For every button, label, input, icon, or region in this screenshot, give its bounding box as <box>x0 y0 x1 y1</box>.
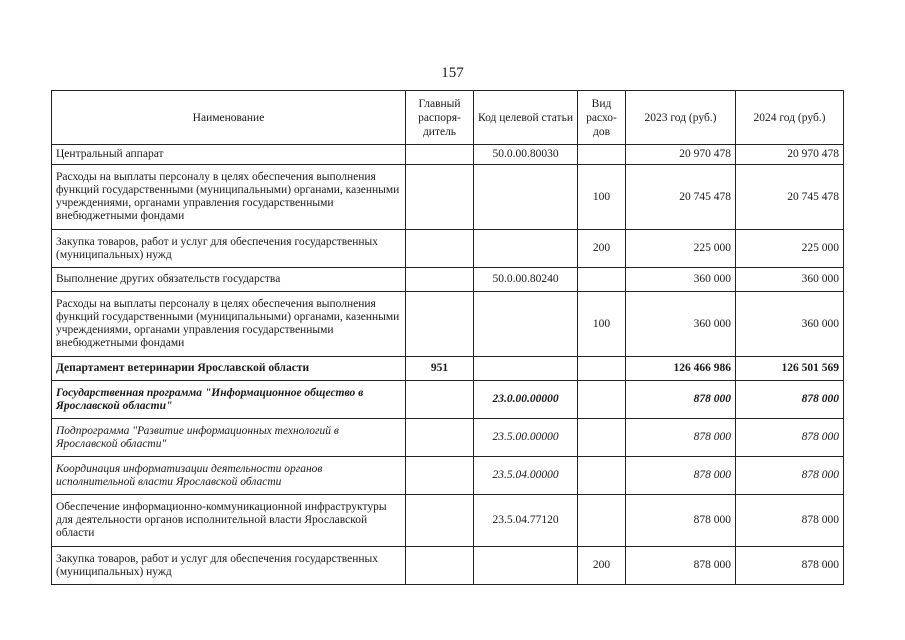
cell-name: Координация информатизации деятельности органов исполнительной власти Ярославской области <box>52 457 406 495</box>
cell-code: 23.0.00.00000 <box>474 381 578 419</box>
cell-code <box>474 547 578 585</box>
cell-name: Выполнение других обязательств государства <box>52 268 406 292</box>
cell-name: Центральный аппарат <box>52 145 406 165</box>
cell-2023: 20 745 478 <box>626 165 736 230</box>
table-row <box>52 230 844 268</box>
cell-type <box>578 145 626 165</box>
cell-admin <box>406 268 474 292</box>
header-target-code: Код целевой статьи <box>474 91 578 145</box>
cell-code: 23.5.04.77120 <box>474 495 578 547</box>
cell-admin: 951 <box>406 357 474 381</box>
cell-admin <box>406 381 474 419</box>
table-row <box>52 357 844 381</box>
cell-code <box>474 292 578 357</box>
cell-type <box>578 457 626 495</box>
table-row <box>52 268 844 292</box>
cell-type: 200 <box>578 230 626 268</box>
cell-2024: 360 000 <box>736 292 844 357</box>
cell-admin <box>406 165 474 230</box>
cell-2023: 126 466 986 <box>626 357 736 381</box>
cell-2024: 126 501 569 <box>736 357 844 381</box>
cell-2023: 225 000 <box>626 230 736 268</box>
cell-2024: 20 745 478 <box>736 165 844 230</box>
cell-code: 50.0.00.80240 <box>474 268 578 292</box>
cell-name: Государственная программа "Информационное общество в Ярославской области" <box>52 381 406 419</box>
cell-2023: 878 000 <box>626 495 736 547</box>
cell-type <box>578 495 626 547</box>
table-row <box>52 457 844 495</box>
cell-2023: 878 000 <box>626 457 736 495</box>
cell-code <box>474 165 578 230</box>
cell-admin <box>406 230 474 268</box>
cell-type <box>578 357 626 381</box>
cell-2024: 878 000 <box>736 457 844 495</box>
cell-2023: 360 000 <box>626 268 736 292</box>
header-2024: 2024 год (руб.) <box>736 91 844 145</box>
cell-type: 100 <box>578 292 626 357</box>
cell-admin <box>406 145 474 165</box>
cell-code: 23.5.00.00000 <box>474 419 578 457</box>
cell-type: 200 <box>578 547 626 585</box>
cell-2024: 360 000 <box>736 268 844 292</box>
cell-2024: 225 000 <box>736 230 844 268</box>
cell-admin <box>406 547 474 585</box>
cell-name: Закупка товаров, работ и услуг для обеспечения государственных (муниципальных) нужд <box>52 547 406 585</box>
cell-type <box>578 268 626 292</box>
cell-name: Департамент ветеринарии Ярославской области <box>52 357 406 381</box>
budget-table <box>51 90 844 585</box>
table-row <box>52 292 844 357</box>
header-name: Наименование <box>52 91 406 145</box>
cell-name: Закупка товаров, работ и услуг для обеспечения государственных (муниципальных) нужд <box>52 230 406 268</box>
cell-name: Расходы на выплаты персоналу в целях обеспечения выполнения функций государственными (муниципальными) органами, казенными учреждениями, органами управления государственными внебюджетными фондами <box>52 292 406 357</box>
cell-code: 23.5.04.00000 <box>474 457 578 495</box>
cell-name: Обеспечение информационно-коммуникационной инфраструктуры для деятельности органов исполнительной власти Ярославской области <box>52 495 406 547</box>
cell-admin <box>406 457 474 495</box>
cell-admin <box>406 292 474 357</box>
table-row <box>52 145 844 165</box>
header-expense-type: Вид расхо-дов <box>578 91 626 145</box>
cell-type: 100 <box>578 165 626 230</box>
cell-2023: 20 970 478 <box>626 145 736 165</box>
header-chief-admin: Главный распоря-дитель <box>406 91 474 145</box>
cell-2024: 20 970 478 <box>736 145 844 165</box>
page-number: 157 <box>441 65 464 81</box>
cell-2024: 878 000 <box>736 419 844 457</box>
cell-2024: 878 000 <box>736 381 844 419</box>
cell-2024: 878 000 <box>736 547 844 585</box>
cell-type <box>578 381 626 419</box>
cell-2023: 360 000 <box>626 292 736 357</box>
cell-code <box>474 357 578 381</box>
cell-2023: 878 000 <box>626 381 736 419</box>
cell-name: Расходы на выплаты персоналу в целях обеспечения выполнения функций государственными (муниципальными) органами, казенными учреждениями, органами управления государственными внебюджетными фондами <box>52 165 406 230</box>
cell-2023: 878 000 <box>626 547 736 585</box>
table-row <box>52 381 844 419</box>
cell-2024: 878 000 <box>736 495 844 547</box>
cell-code <box>474 230 578 268</box>
cell-admin <box>406 495 474 547</box>
cell-admin <box>406 419 474 457</box>
table-row <box>52 495 844 547</box>
cell-type <box>578 419 626 457</box>
cell-2023: 878 000 <box>626 419 736 457</box>
cell-name: Подпрограмма "Развитие информационных технологий в Ярославской области" <box>52 419 406 457</box>
cell-code: 50.0.00.80030 <box>474 145 578 165</box>
header-2023: 2023 год (руб.) <box>626 91 736 145</box>
table-row <box>52 419 844 457</box>
table-row <box>52 165 844 230</box>
table-row <box>52 547 844 585</box>
table-header-row <box>52 91 844 145</box>
